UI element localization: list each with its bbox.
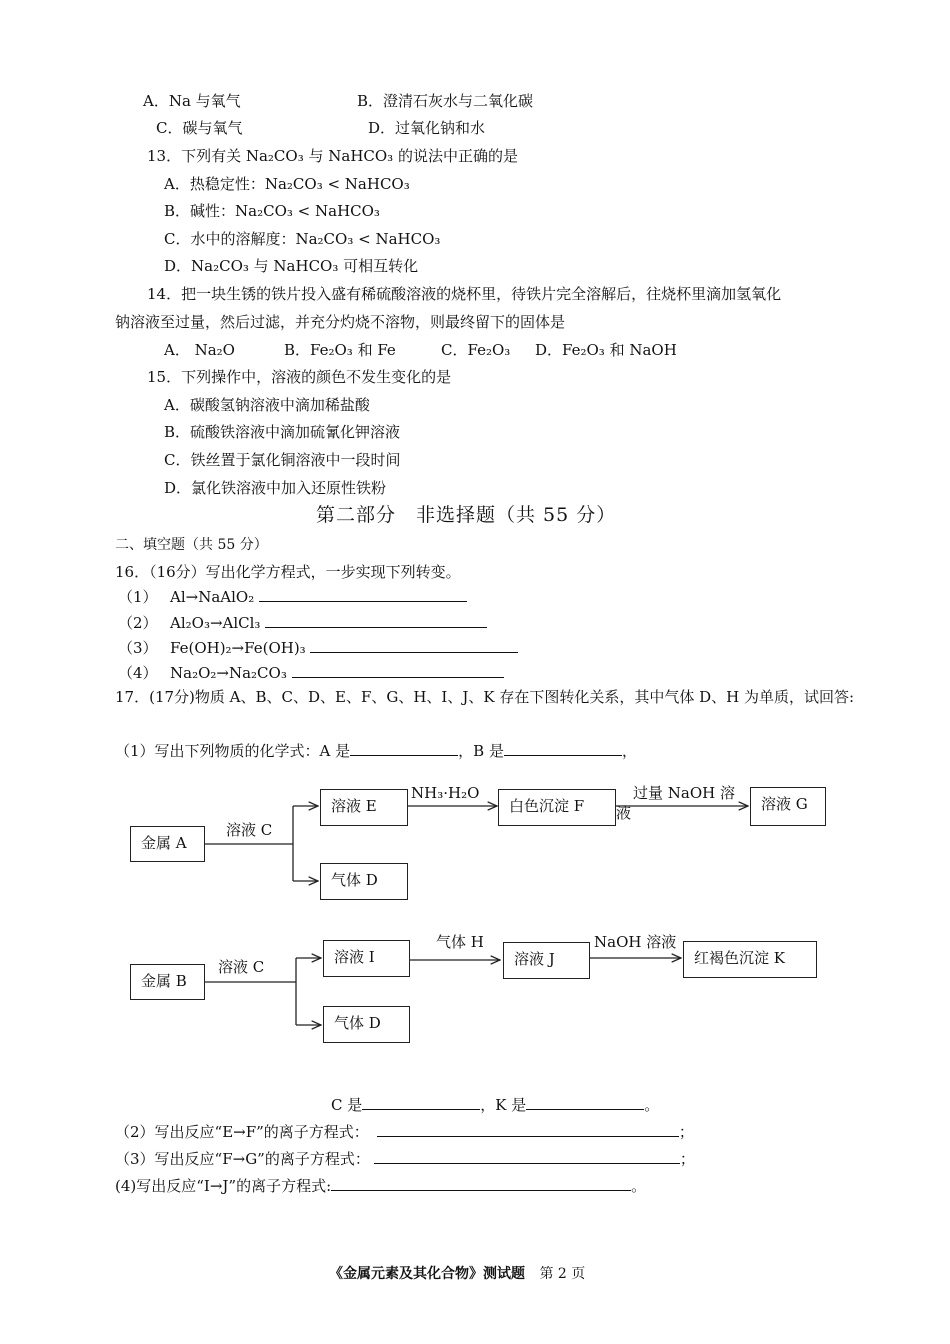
q17-part1-line2	[331, 1094, 659, 1115]
part2-title: 第二部分 非选择题（共 55 分）	[316, 504, 617, 526]
q16-item-2-num: （2）	[118, 614, 158, 632]
answer-blank-f-to-g[interactable]	[374, 1148, 680, 1164]
q17-p3-text: （3）写出反应“F→G”的离子方程式：	[115, 1150, 370, 1168]
label-solution-c-1: 溶液 C	[226, 821, 273, 839]
box-red-brown-precipitate-k: 红褐色沉淀 K	[683, 941, 817, 978]
q17-p4-text: (4)写出反应“I→J”的离子方程式:	[115, 1177, 332, 1195]
section-heading: 二、填空题（共 55 分）	[115, 537, 268, 553]
answer-blank-c[interactable]	[362, 1094, 480, 1110]
box-solution-g: 溶液 G	[750, 787, 826, 826]
label-nh3-h2o: NH₃·H₂O	[411, 784, 480, 802]
q13-stem: 13．下列有关 Na₂CO₃ 与 NaHCO₃ 的说法中正确的是	[147, 147, 518, 165]
q17-stem: 17．(17分)物质 A、B、C、D、E、F、G、H、I、J、K 存在下图转化关系，其中气体 D、H 为单质，试回答:	[115, 688, 855, 706]
q17-p1-mid: ，B 是	[458, 742, 504, 760]
q17-p1b-mid: ，K 是	[480, 1096, 527, 1114]
q12-option-a: A．Na 与氧气	[143, 92, 241, 110]
q13-option-d: D．Na₂CO₃ 与 NaHCO₃ 可相互转化	[164, 257, 419, 275]
footer-title: 《金属元素及其化合物》测试题	[329, 1266, 525, 1282]
box-gas-d-1: 气体 D	[320, 863, 408, 900]
label-solution-c-2: 溶液 C	[218, 958, 265, 976]
q16-item-3-text: Fe(OH)₂→Fe(OH)₃	[170, 639, 306, 657]
q13-option-b: B．碱性：Na₂CO₃ < NaHCO₃	[164, 202, 380, 220]
answer-blank-i-to-j[interactable]	[331, 1175, 631, 1191]
q16-item-3-num: （3）	[118, 639, 158, 657]
q15-stem: 15．下列操作中，溶液的颜色不发生变化的是	[147, 368, 452, 386]
q17-p3-semicolon: ；	[679, 1150, 695, 1168]
q14-option-b: B．Fe₂O₃ 和 Fe	[284, 341, 396, 359]
q15-option-b: B．硫酸铁溶液中滴加硫氰化钾溶液	[164, 423, 401, 441]
q17-p2-text: （2）写出反应“E→F”的离子方程式：	[115, 1123, 369, 1141]
q12-option-c: C．碳与氧气	[156, 119, 243, 137]
footer-page-number: 第 2 页	[539, 1266, 586, 1282]
q13-option-c: C．水中的溶解度：Na₂CO₃ < NaHCO₃	[164, 230, 441, 248]
page-footer	[329, 1264, 585, 1284]
q17-p1-prefix: （1）写出下列物质的化学式：A 是	[115, 742, 351, 760]
label-naoh-solution: NaOH 溶液	[594, 933, 677, 951]
answer-blank-e-to-f[interactable]	[377, 1121, 679, 1137]
q16-item-4-text: Na₂O₂→Na₂CO₃	[170, 664, 287, 682]
q15-option-c: C．铁丝置于氯化铜溶液中一段时间	[164, 451, 401, 469]
q12-option-d: D．过氧化钠和水	[368, 119, 486, 137]
q14-option-c: C．Fe₂O₃	[441, 341, 511, 359]
q14-stem-line2: 钠溶液至过量，然后过滤，并充分灼烧不溶物，则最终留下的固体是	[115, 313, 566, 331]
q16-item-1-num: （1）	[118, 588, 158, 606]
q12-option-b: B．澄清石灰水与二氧化碳	[357, 92, 534, 110]
q14-option-d: D．Fe₂O₃ 和 NaOH	[535, 341, 677, 359]
q17-part3	[115, 1148, 695, 1169]
q17-part2	[115, 1121, 694, 1142]
box-solution-i: 溶液 I	[323, 940, 410, 977]
box-solution-e: 溶液 E	[320, 789, 408, 826]
q14-stem-line1: 14．把一块生锈的铁片投入盛有稀硫酸溶液的烧杯里，待铁片完全溶解后，往烧杯里滴加氢氧化	[147, 285, 782, 303]
box-metal-b: 金属 B	[130, 964, 205, 1000]
q17-p1-end: ，	[621, 742, 637, 760]
box-white-precipitate-f: 白色沉淀 F	[498, 789, 616, 826]
q15-option-d: D．氯化铁溶液中加入还原性铁粉	[164, 479, 387, 497]
label-gas-h: 气体 H	[436, 933, 484, 951]
q16-item-1-text: Al→NaAlO₂	[170, 588, 255, 606]
q15-option-a: A．碳酸氢钠溶液中滴加稀盐酸	[164, 396, 370, 414]
label-excess-naoh: 过量 NaOH 溶	[633, 784, 735, 802]
box-metal-a: 金属 A	[130, 826, 205, 862]
q17-p1b-prefix: C 是	[331, 1096, 363, 1114]
q17-part4	[115, 1175, 646, 1196]
box-solution-j: 溶液 J	[503, 942, 590, 979]
q17-p2-semicolon: ；	[678, 1123, 694, 1141]
q16-item-4-num: （4）	[118, 664, 158, 682]
q17-p1b-end: 。	[644, 1096, 660, 1114]
label-excess-naoh-wrap: 液	[616, 804, 632, 822]
q16-item-2-text: Al₂O₃→AlCl₃	[170, 614, 261, 632]
q14-option-a: A． Na₂O	[164, 341, 235, 359]
q17-p4-period: 。	[631, 1177, 647, 1195]
answer-blank-k[interactable]	[526, 1094, 644, 1110]
q16-stem: 16．（16分）写出化学方程式，一步实现下列转变。	[115, 563, 461, 581]
box-gas-d-2: 气体 D	[323, 1006, 410, 1043]
q13-option-a: A．热稳定性：Na₂CO₃ < NaHCO₃	[164, 175, 410, 193]
